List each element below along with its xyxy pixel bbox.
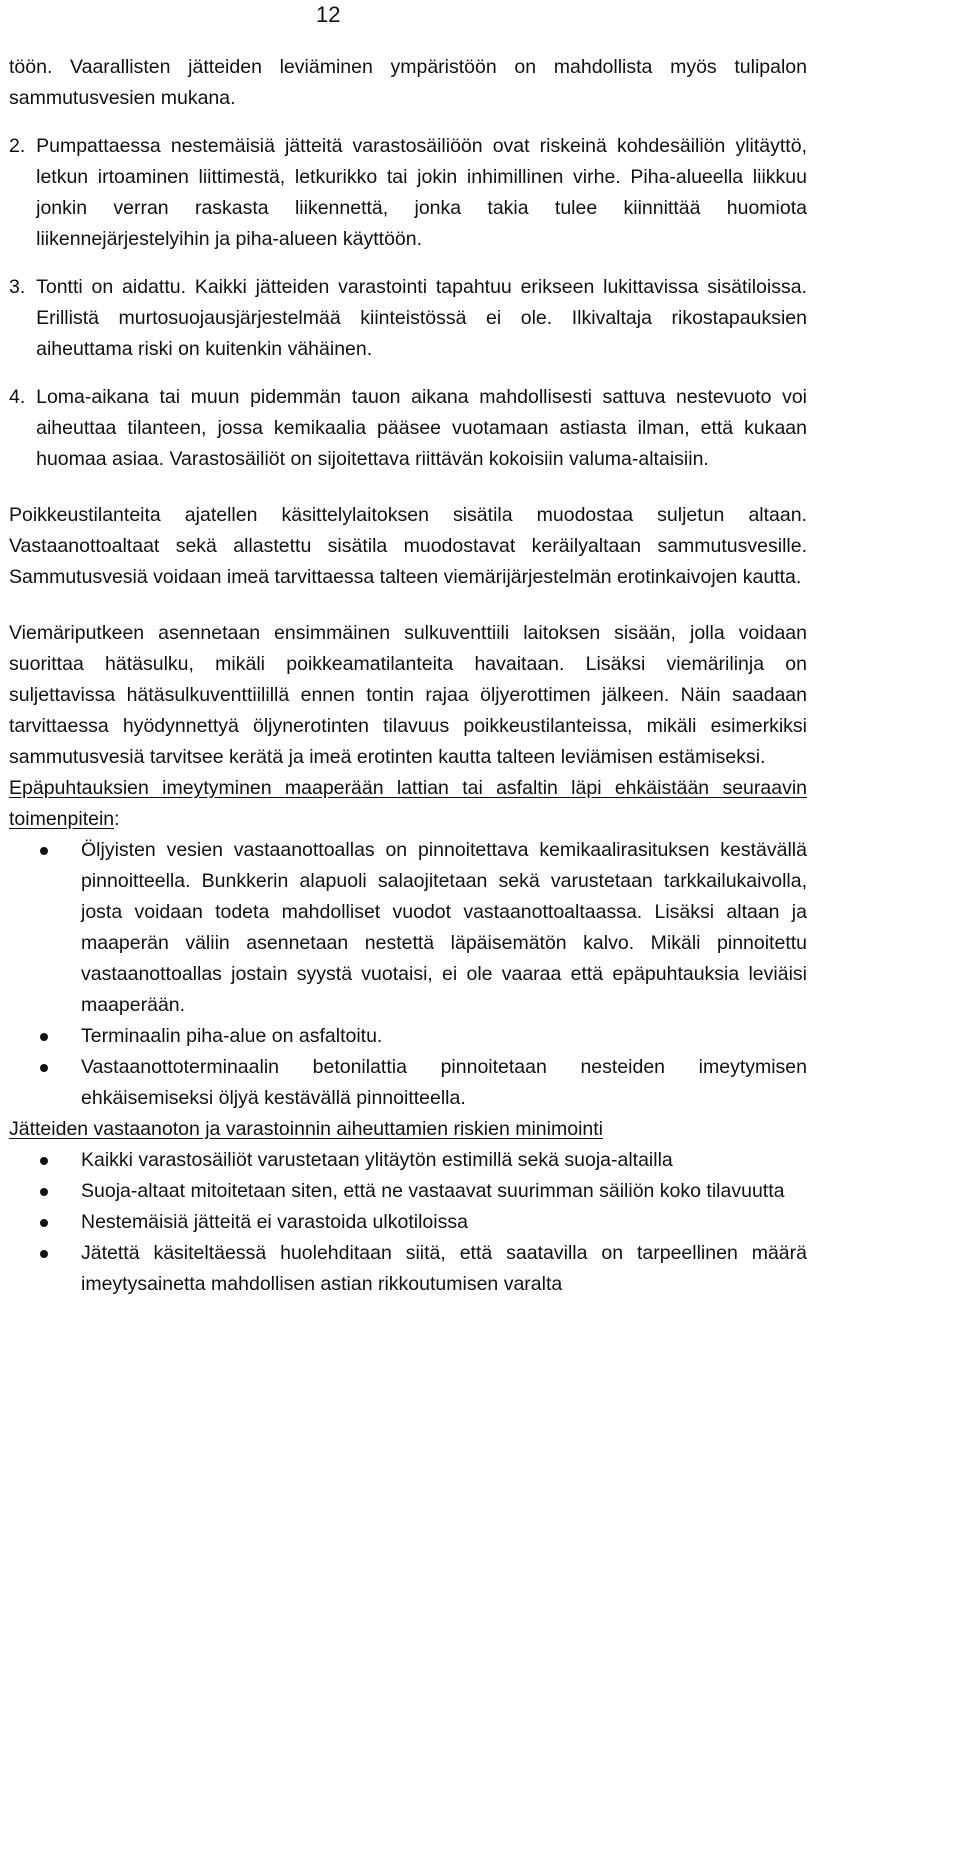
list-item <box>9 835 807 1021</box>
list-item <box>9 1176 807 1207</box>
list-item <box>9 1207 807 1238</box>
bullet-icon <box>40 847 48 855</box>
list-item-text: Öljyisten vesien vastaanottoallas on pinnoitettava kemikaalirasituksen kestävällä pinnoitteella. Bunkkerin alapuoli salaojitetaan sekä varustetaan tarkkailukaivolla, josta voidaan todeta mahdolliset vuodot vastaanottoaltaassa. Lisäksi altaan ja maaperän väliin asennetaan nestettä läpäisemätön kalvo. Mikäli pinnoitettu vastaanottoallas jostain syystä vuotaisi, ei ole vaaraa että epäpuhtauksia leviäisi maaperään. <box>81 839 807 1016</box>
list-item-4 <box>9 382 807 475</box>
list-item-text: Vastaanottoterminaalin betonilattia pinnoitetaan nesteiden imeytymisen ehkäisemiseksi öljyä kestävällä pinnoitteella. <box>81 1056 807 1109</box>
paragraph-sewer-valve: Viemäriputkeen asennetaan ensimmäinen sulkuventtiili laitoksen sisään, jolla voidaan suorittaa hätäsulku, mikäli poikkeamatilanteita havaitaan. Lisäksi viemärilinja on suljettavissa hätäsulkuventtiilillä ennen tontin rajaa öljyerottimen jälkeen. Näin saadaan tarvittaessa hyödynnettyä öljynerotinten tilavuus poikkeustilanteissa, mikäli esimerkiksi sammutusvesiä tarvitsee kerätä ja imeä erotinten kautta talteen leviämisen estämiseksi. <box>9 622 807 768</box>
item-text: Loma-aikana tai muun pidemmän tauon aikana mahdollisesti sattuva nestevuoto voi aiheuttaa tilanteen, jossa kemikaalia pääsee vuotamaan astiasta ilman, että kukaan huomaa asiaa. Varastosäiliöt on sijoitettava riittävän kokoisiin valuma-altaisiin. <box>36 386 807 470</box>
list-item-text: Suoja-altaat mitoitetaan siten, että ne vastaavat suurimman säiliön koko tilavuutta <box>81 1180 785 1202</box>
section-heading-soil-protection <box>9 773 807 835</box>
section-heading-text: Epäpuhtauksien imeytyminen maaperään lattian tai asfaltin läpi ehkäistään seuraavin toimenpitein <box>9 777 807 830</box>
bullet-icon <box>40 1033 48 1041</box>
list-item <box>9 1021 807 1052</box>
section-heading-risk-minimization <box>9 1114 807 1145</box>
section-heading-colon: : <box>114 808 120 830</box>
list-item <box>9 1145 807 1176</box>
bullet-list-risk-minimization <box>9 1145 807 1300</box>
intro-paragraph: töön. Vaarallisten jätteiden leviäminen ympäristöön on mahdollista myös tulipalon sammutusvesien mukana. <box>9 56 807 109</box>
list-item-text: Terminaalin piha-alue on asfaltoitu. <box>81 1025 383 1047</box>
section-heading-text: Jätteiden vastaanoton ja varastoinnin aiheuttamien riskien minimointi <box>9 1118 603 1140</box>
item-text: Pumpattaessa nestemäisiä jätteitä varastosäiliöön ovat riskeinä kohdesäiliön ylitäyttö, letkun irtoaminen liittimestä, letkurikko tai jokin inhimillinen virhe. Piha-alueella liikkuu jonkin verran raskasta liikennettä, jonka takia tulee kiinnittää huomiota liikennejärjestelyihin ja piha-alueen käyttöön. <box>36 135 807 250</box>
bullet-icon <box>40 1250 48 1258</box>
page-number: 12 <box>316 2 341 27</box>
bullet-icon <box>40 1064 48 1072</box>
item-number: 3. <box>9 276 26 298</box>
list-item-text: Kaikki varastosäiliöt varustetaan ylitäytön estimillä sekä suoja-altailla <box>81 1149 673 1171</box>
item-number: 4. <box>9 386 26 408</box>
item-number: 2. <box>9 135 26 157</box>
list-item-text: Jätettä käsiteltäessä huolehditaan siitä, että saatavilla on tarpeellinen määrä imeytysainetta mahdollisen astian rikkoutumisen varalta <box>81 1242 807 1295</box>
item-text: Tontti on aidattu. Kaikki jätteiden varastointi tapahtuu erikseen lukittavissa sisätiloissa. Erillistä murtosuojausjärjestelmää kiinteistössä ei ole. Ilkivaltaja rikostapauksien aiheuttama riski on kuitenkin vähäinen. <box>36 276 807 360</box>
list-item <box>9 1052 807 1114</box>
list-item <box>9 1238 807 1300</box>
paragraph-exceptional-situations: Poikkeustilanteita ajatellen käsittelylaitoksen sisätila muodostaa suljetun altaan. Vastaanottoaltaat sekä allastettu sisätila muodostavat keräilyaltaan sammutusvesille. Sammutusvesiä voidaan imeä tarvittaessa talteen viemärijärjestelmän erotinkaivojen kautta. <box>9 504 807 588</box>
list-item-text: Nestemäisiä jätteitä ei varastoida ulkotiloissa <box>81 1211 468 1233</box>
bullet-list-soil-protection <box>9 835 807 1114</box>
bullet-icon <box>40 1157 48 1165</box>
list-item-2 <box>9 131 807 255</box>
page-content <box>9 52 807 1300</box>
bullet-icon <box>40 1188 48 1196</box>
list-item-3 <box>9 272 807 365</box>
bullet-icon <box>40 1219 48 1227</box>
